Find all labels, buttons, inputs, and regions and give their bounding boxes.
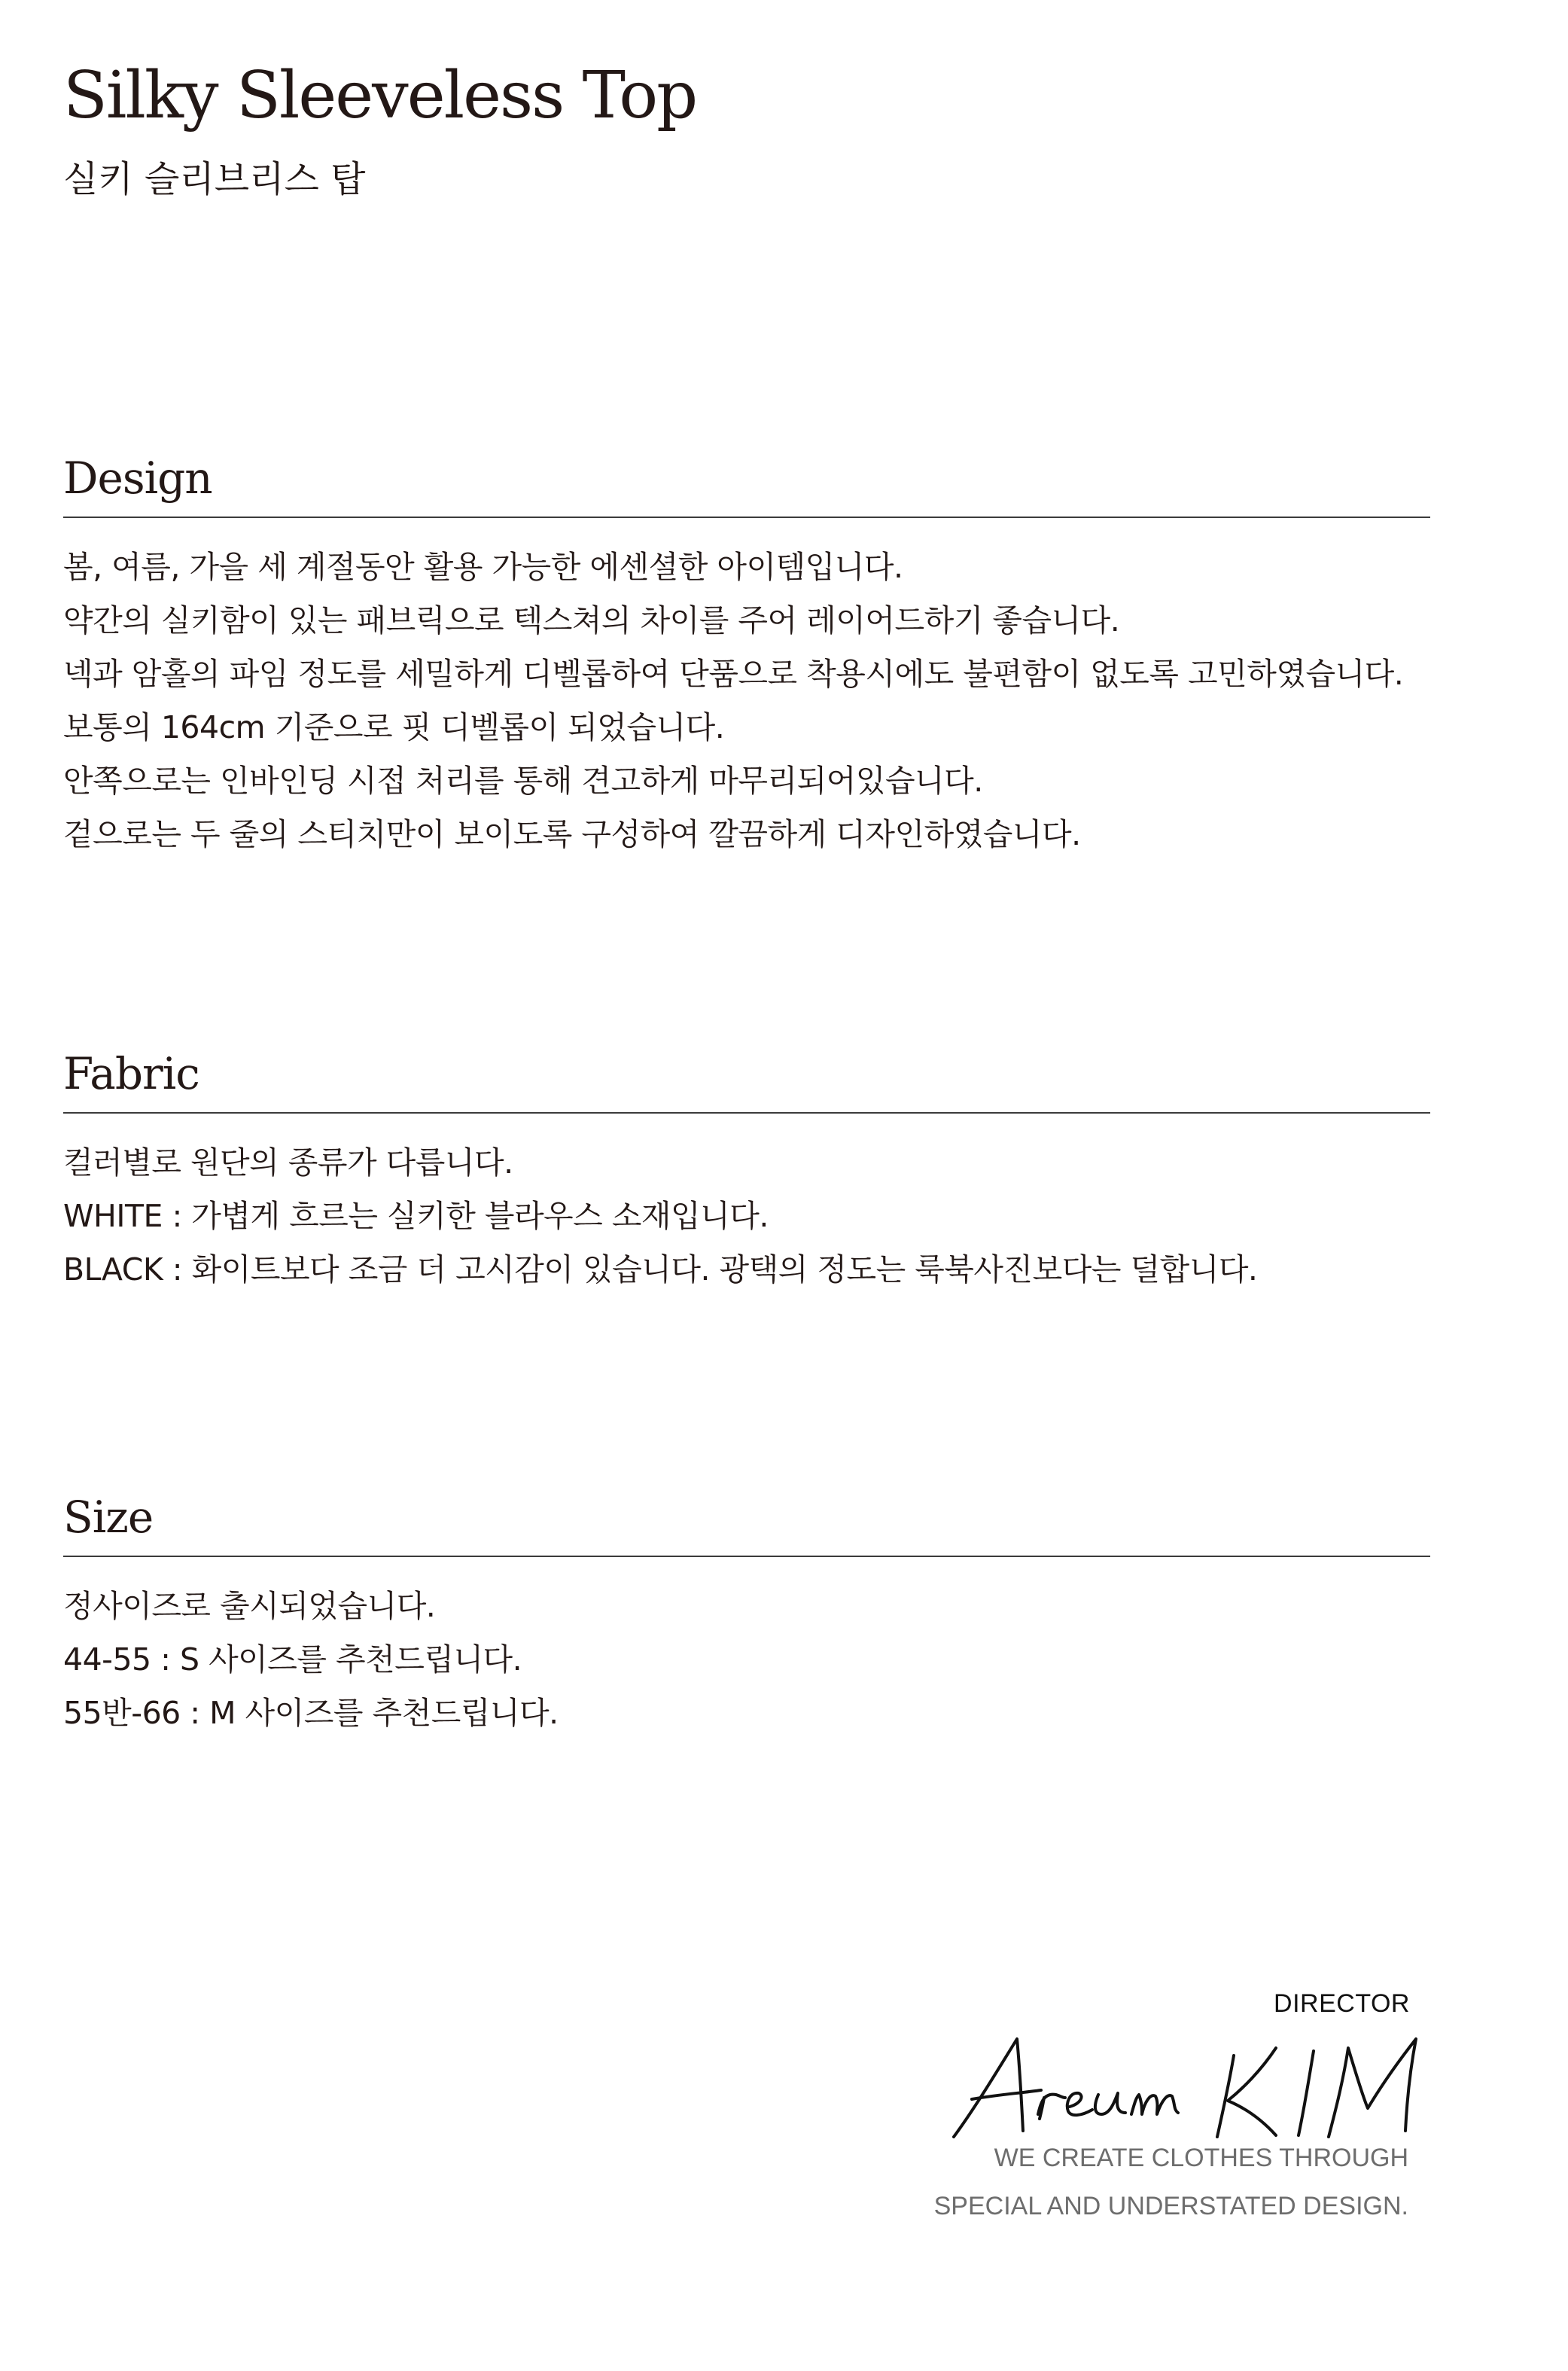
brand-tagline [934, 2134, 1408, 2230]
size-line: 정사이즈로 출시되었습니다. [63, 1588, 436, 1624]
product-title: Silky Sleeveless Top [63, 58, 697, 133]
design-description [63, 541, 1430, 861]
size-divider [63, 1556, 1430, 1557]
size-line: 55반-66 : M 사이즈를 추천드립니다. [63, 1695, 559, 1731]
fabric-line: BLACK : 화이트보다 조금 더 고시감이 있습니다. 광택의 정도는 룩북사진보다는 덜합니다. [63, 1251, 1258, 1288]
fabric-section [63, 1048, 1430, 1297]
fabric-description [63, 1136, 1430, 1297]
fabric-line: 컬러별로 원단의 종류가 다릅니다. [63, 1144, 513, 1181]
design-divider [63, 517, 1430, 518]
size-description [63, 1580, 1430, 1740]
fabric-divider [63, 1112, 1430, 1114]
size-section [63, 1492, 1430, 1740]
design-section [63, 453, 1430, 861]
size-line: 44-55 : S 사이즈를 추천드립니다. [63, 1641, 522, 1678]
design-line: 안쪽으로는 인바인딩 시접 처리를 통해 견고하게 마무리되어있습니다. [63, 763, 983, 799]
design-line: 봄, 여름, 가을 세 계절동안 활용 가능한 에센셜한 아이템입니다. [63, 549, 903, 585]
design-line: 약간의 실키함이 있는 패브릭으로 텍스쳐의 차이를 주어 레이어드하기 좋습니다. [63, 602, 1120, 638]
fabric-heading: Fabric [63, 1048, 199, 1099]
design-line: 넥과 암홀의 파임 정도를 세밀하게 디벨롭하여 단품으로 착용시에도 불편함이 없도록 고민하였습니다. [63, 656, 1404, 692]
tagline-line: WE CREATE CLOTHES THROUGH [994, 2144, 1408, 2172]
director-label: DIRECTOR [1274, 1989, 1410, 2018]
size-heading: Size [63, 1492, 154, 1543]
product-subtitle-korean: 실키 슬리브리스 탑 [63, 158, 366, 200]
design-line: 보통의 164cm 기준으로 핏 디벨롭이 되었습니다. [63, 709, 725, 745]
fabric-line: WHITE : 가볍게 흐르는 실키한 블라우스 소재입니다. [63, 1198, 769, 1234]
design-heading: Design [63, 453, 212, 504]
director-signature [945, 2025, 1426, 2146]
tagline-line: SPECIAL AND UNDERSTATED DESIGN. [933, 2192, 1408, 2220]
design-line: 겉으로는 두 줄의 스티치만이 보이도록 구성하여 깔끔하게 디자인하였습니다. [63, 816, 1081, 852]
